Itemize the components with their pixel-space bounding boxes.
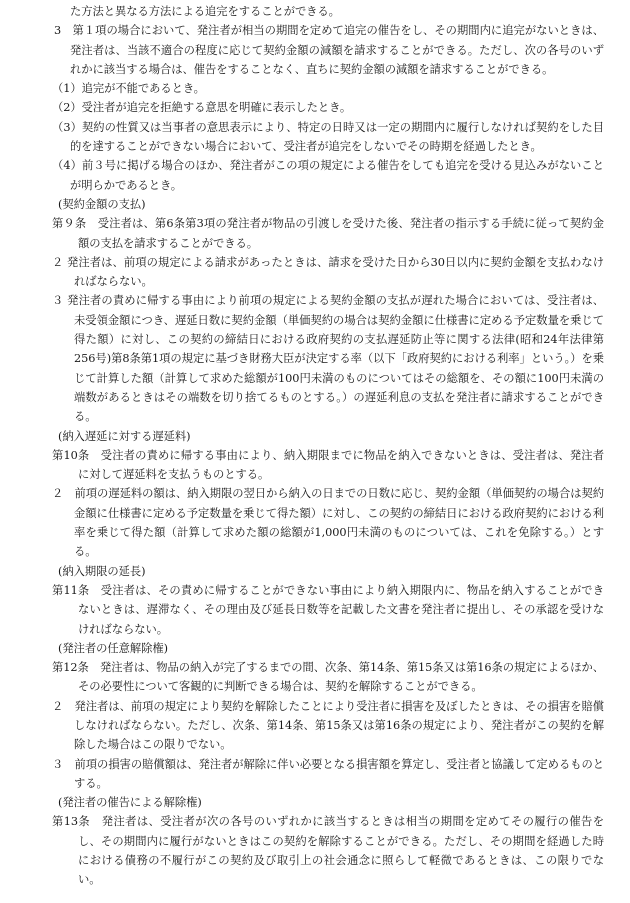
article-paragraph bbox=[52, 446, 604, 485]
article-paragraph bbox=[52, 658, 604, 697]
sub-paragraph: ３ 前項の損害の賠償額は、発注者が解除に伴い必要となる損害額を算定し、受注者と協議して定めるものとする。 bbox=[52, 757, 604, 790]
paragraph: 3 第１項の場合において、発注者が相当の期間を定めて追完の催告をし、その期間内に追完がないときは、発注者は、当該不適合の程度に応じて契約金額の減額を請求することができる。ただし、次の各号のいずれかに該当する場合は、催告をすることなく、直ちに契約金額の減額を請求することができる。 bbox=[54, 24, 604, 76]
list-item: （1）追完が不能であるとき。 bbox=[52, 82, 205, 96]
contract-text bbox=[52, 2, 604, 890]
paragraph: た方法と異なる方法による追完をすることができる。 bbox=[70, 5, 340, 18]
sub-paragraph: ２ 発注者は、前項の規定により契約を解除したことにより受注者に損害を及ぼしたときは、その損害を賠償しなければならない。ただし、次条、第14条、第15条又は第16条の規定により、発注者がこの契約を解除した場合はこの限りでない。 bbox=[52, 699, 604, 752]
article-text: 第11条 受注者は、その責めに帰することができない事由により納入期限内に、物品を納入することができないときは、遅滞なく、その理由及び延長日数等を記載した文書を発注者に提出し、その承認を受けなければならない。 bbox=[52, 583, 604, 636]
list-item: （4）前３号に掲げる場合のほか、発注者がこの項の規定による催告をしても追完を受ける見込みがないことが明らかであるとき。 bbox=[52, 159, 604, 192]
section-heading: (契約金額の支払) bbox=[58, 197, 146, 211]
article-text: 第13条 発注者は、受注者が次の各号のいずれかに該当するときは相当の期間を定めてその履行の催告をし、その期間内に履行がないときはこの契約を解除することができる。ただし、その期間を経過した時における債務の不履行がこの契約及び取引上の社会通念に照らして軽微であるときは、この限りでない。 bbox=[52, 815, 604, 887]
list-item: （2）受注者が追完を拒絶する意思を明確に表示したとき。 bbox=[52, 101, 352, 115]
sub-paragraph: ２ 前項の遅延料の額は、納入期限の翌日から納入の日までの日数に応じ、契約金額（単価契約の場合は契約金額に仕様書に定める予定数量を乗じて得た額）に対し、この契約の締結日における政府契約における利率を乗じて得た額（計算して求めた額の総額が1,000円未満のものについては、これを免除する。）とする。 bbox=[52, 487, 604, 559]
section-heading: (発注者の任意解除権) bbox=[58, 641, 168, 655]
article-text: 第９条 受注者は、第6条第3項の発注者が物品の引渡しを受けた後、発注者の指示する手続に従って契約金額の支払を請求することができる。 bbox=[52, 217, 604, 250]
article-text: 第10条 受注者の責めに帰する事由により、納入期限までに物品を納入できないときは、受注者は、発注者に対して遅延料を支払うものとする。 bbox=[52, 448, 604, 482]
section-heading: (発注者の催告による解除権) bbox=[58, 796, 202, 810]
section-heading: (納入期限の延長) bbox=[58, 564, 146, 578]
section-heading: (納入遅延に対する遅延料) bbox=[58, 429, 191, 443]
article-text: 第12条 発注者は、物品の納入が完了するまでの間、次条、第14条、第15条又は第16条の規定によるほか、その必要性について客観的に判断できる場合は、契約を解除することができる。 bbox=[52, 661, 604, 694]
list-item: （3）契約の性質又は当事者の意思表示により、特定の日時又は一定の期間内に履行しなければ契約をした目的を達することができない場合において、受注者が追完をしないでその時期を経過したとき。 bbox=[52, 120, 604, 154]
article-paragraph bbox=[52, 812, 604, 889]
sub-paragraph: ３ 発注者の責めに帰する事由により前項の規定による契約金額の支払が遅れた場合においては、受注者は、未受領金額につき、遅延日数に契約金額（単価契約の場合は契約金額に仕様書に定める予定数量を乗じて得た額）に対し、この契約の締結日における政府契約の支払遅延防止等に関する法律(昭和24年法律第256号)第8条第1項の規定に基づき財務大臣が決定する率（以下「政府契約における利率」という。）を乗じて計算した額（計算して求めた総額が100円未満のものについてはその総額を、その額に100円未満の端数があるときはその端数を切り捨てるものとする。）の遅延利息の支払を発注者に請求することができる。 bbox=[52, 294, 604, 424]
sub-paragraph: ２ 発注者は、前項の規定による請求があったときは、請求を受けた日から30日以内に契約金額を支払わなければならない。 bbox=[52, 255, 604, 289]
article-paragraph bbox=[52, 581, 604, 639]
article-paragraph bbox=[52, 214, 604, 253]
